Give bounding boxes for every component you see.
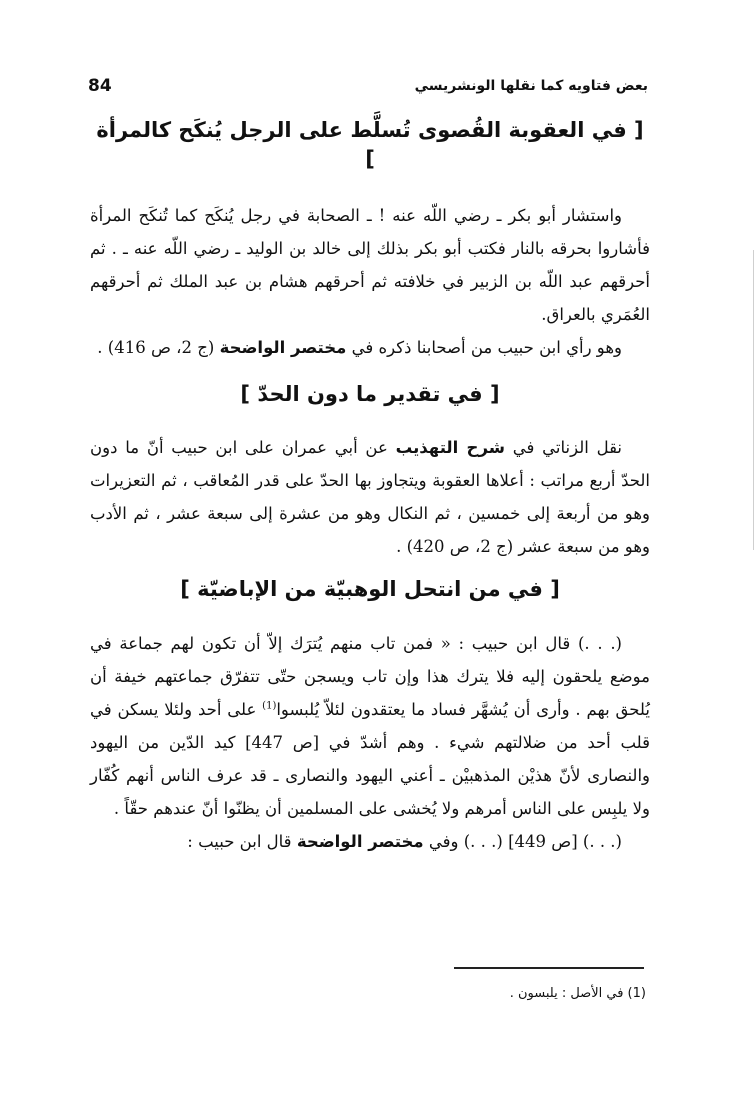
footnote-marker: (1) <box>262 700 277 712</box>
section-heading-punishment: [ في العقوبة القُصوى تُسلَّط على الرجل يُنكَح كالمرأة ] <box>96 118 644 172</box>
paragraph <box>90 199 650 331</box>
footnote: (1) في الأصل : يلبسون . <box>509 986 646 1001</box>
section-heading-hadd: [ في تقدير ما دون الحدّ ] <box>240 381 500 406</box>
paragraph-text: قال ابن حبيب : <box>187 831 292 851</box>
paragraph-text: عن أبي عمران على ابن حبيب أنّ ما دون الحدّ أربع مراتب : أعلاها العقوبة ويتجاوز بها الحدّ على قدر المُعاقب ، ثم التعزيرات وهو من أربعة إلى خمسين ، ثم النكال وهو من عشرة إلى سبعة عشر ، ثم الأدب وهو من سبعة عشر (ج 2، ص 420) . <box>90 438 650 557</box>
book-reference: مختصر الواضحة <box>296 831 424 851</box>
footnote-divider <box>454 967 644 969</box>
paragraph <box>90 431 650 563</box>
paragraph-text: (. . .) [ص 449] (. . .) وفي <box>428 831 622 851</box>
section-heading-ibadiyya: [ في من انتحل الوهبيّة من الإباضيّة ] <box>180 577 560 602</box>
scan-edge-line <box>753 250 754 550</box>
paragraph-text: (ج 2، ص 416) . <box>97 337 215 357</box>
book-reference: مختصر الواضحة <box>219 337 347 357</box>
paragraph-text: واستشار أبو بكر ـ رضي اللّه عنه ! ـ الصحابة في رجل يُنكَح كما تُنكَح المرأة فأشاروا بحرقه بالنار فكتب أبو بكر بذلك إلى خالد بن الوليد ـ رضي اللّه عنه ـ . ثم أحرقهم عبد اللّه بن الزبير في خلافته ثم أحرقهم هشام بن عبد الملك ثم أحرقهم العُمَري بالعراق. <box>90 205 650 324</box>
paragraph-text: نقل الزناتي في <box>512 438 623 458</box>
paragraph <box>90 627 650 825</box>
paragraph-text: (. . .) قال ابن حبيب : « فمن تاب منهم يُترَك إلاّ أن تكون لهم جماعة في موضع يلحقون إليه فلا يترك هذا وإن تاب ويسجن حتّى تتفرّق جماعتهم خيفة أن يُلحق بهم . وأرى أن يُشهَّر فساد ما يعتقدون لئلاّ يُلبسوا <box>90 633 650 719</box>
page-number: 84 <box>88 76 112 96</box>
paragraph-text: على أحد ولئلا يسكن في قلب أحد من ضلالتهم شيء . وهم أشدّ في [ص 447] كيد الدّين من اليهود والنصارى لأنّ هذيْن المذهبيْن ـ أعني اليهود والنصارى ـ قد عرف الناس أنهم كُفّار ولا يلبِس على الناس أمرهم ولا يُخشى على المسلمين أن يظنّوا أنّ عندهم حقّاً . <box>90 699 650 818</box>
paragraph <box>90 825 650 858</box>
page-body <box>90 112 650 858</box>
running-header <box>88 76 648 100</box>
header-title: بعض فتاويه كما نقلها الونشريسي <box>414 78 648 94</box>
paragraph <box>90 331 650 364</box>
book-reference: شرح التهذيب <box>395 438 505 458</box>
paragraph-text: وهو رأي ابن حبيب من أصحابنا ذكره في <box>351 337 622 357</box>
